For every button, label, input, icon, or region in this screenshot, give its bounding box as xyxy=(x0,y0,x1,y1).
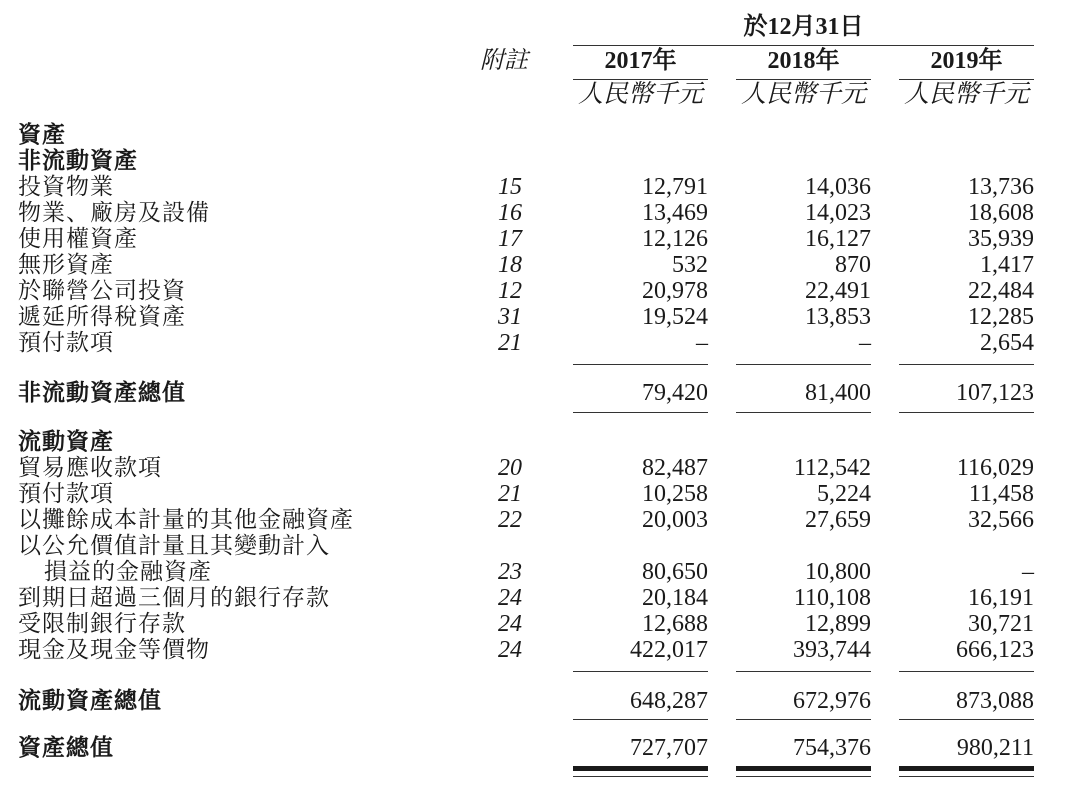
row-note: 31 xyxy=(498,304,522,330)
value-2018: 27,659 xyxy=(805,507,871,533)
value-2018: 110,108 xyxy=(793,585,871,611)
section-title: 資產 xyxy=(18,122,66,148)
row-label-continued: 損益的金融資產 xyxy=(44,559,212,585)
row-note: 16 xyxy=(498,200,522,226)
row-note: 21 xyxy=(498,481,522,507)
value-2018: 10,800 xyxy=(805,559,871,585)
row-note: 17 xyxy=(498,226,522,252)
value-2017: 12,791 xyxy=(642,174,708,200)
section-non-current xyxy=(0,148,1080,174)
value-2019: 22,484 xyxy=(968,278,1034,304)
subtotal-rule-3 xyxy=(899,364,1034,365)
value-2018: 672,976 xyxy=(793,688,871,714)
table-row xyxy=(0,226,1080,252)
row-label: 受限制銀行存款 xyxy=(18,611,186,637)
row-note: 24 xyxy=(498,611,522,637)
unit-label-2019: 人民幣千元 xyxy=(903,81,1029,108)
value-2018: 870 xyxy=(835,252,871,278)
section-assets xyxy=(0,122,1080,148)
value-2017: 727,707 xyxy=(630,735,708,761)
row-label: 以公允價值計量且其變動計入 xyxy=(18,533,330,559)
row-label: 預付款項 xyxy=(18,481,114,507)
value-2019: 30,721 xyxy=(968,611,1034,637)
total-rule-1 xyxy=(573,719,708,720)
value-2019: 666,123 xyxy=(956,637,1034,663)
date-header-rule xyxy=(573,45,1034,46)
unit-label-2017: 人民幣千元 xyxy=(577,81,703,108)
value-2017: 422,017 xyxy=(630,637,708,663)
value-2019: 116,029 xyxy=(956,455,1034,481)
value-2017: 13,469 xyxy=(642,200,708,226)
total-rule-3 xyxy=(899,412,1034,413)
year-2019-header: 2019年 xyxy=(930,48,1003,74)
table-row xyxy=(0,304,1080,330)
subtotal-rule-3 xyxy=(899,671,1034,672)
row-label: 於聯營公司投資 xyxy=(18,278,186,304)
value-2017: 20,003 xyxy=(642,507,708,533)
table-row xyxy=(0,278,1080,304)
table-row xyxy=(0,455,1080,481)
double-rule-thin-3 xyxy=(899,776,1034,777)
value-2019: 11,458 xyxy=(968,481,1034,507)
section-title: 流動資產 xyxy=(18,429,114,455)
value-2017: 10,258 xyxy=(642,481,708,507)
double-rule-thin-1 xyxy=(573,776,708,777)
non-current-total-row xyxy=(0,380,1080,406)
value-2017: 79,420 xyxy=(642,380,708,406)
value-2018: 12,899 xyxy=(805,611,871,637)
value-2019: – xyxy=(1022,559,1034,585)
table-row xyxy=(0,330,1080,356)
row-label: 到期日超過三個月的銀行存款 xyxy=(18,585,330,611)
value-2019: 32,566 xyxy=(968,507,1034,533)
value-2017: 19,524 xyxy=(642,304,708,330)
row-note: 23 xyxy=(498,559,522,585)
double-rule-thin-2 xyxy=(736,776,871,777)
assets-total-row xyxy=(0,735,1080,761)
subtotal-rule-2 xyxy=(736,364,871,365)
table-row xyxy=(0,585,1080,611)
note-column-header: 附註 xyxy=(480,48,528,74)
row-label: 物業、廠房及設備 xyxy=(18,200,210,226)
row-label: 投資物業 xyxy=(18,174,114,200)
row-note: 24 xyxy=(498,637,522,663)
value-2017: 12,126 xyxy=(642,226,708,252)
value-2019: 873,088 xyxy=(956,688,1034,714)
table-row xyxy=(0,611,1080,637)
row-label: 無形資產 xyxy=(18,252,114,278)
row-note: 24 xyxy=(498,585,522,611)
section-current xyxy=(0,429,1080,455)
row-label: 遞延所得稅資產 xyxy=(18,304,186,330)
table-row xyxy=(0,252,1080,278)
value-2018: 14,036 xyxy=(805,174,871,200)
double-rule-thick-3 xyxy=(899,766,1034,771)
table-row xyxy=(0,200,1080,226)
date-header: 於12月31日 xyxy=(743,14,864,40)
table-row xyxy=(0,559,1080,585)
double-rule-thick-2 xyxy=(736,766,871,771)
row-label: 貿易應收款項 xyxy=(18,455,162,481)
value-2017: 80,650 xyxy=(642,559,708,585)
row-note: 20 xyxy=(498,455,522,481)
value-2017: 648,287 xyxy=(630,688,708,714)
value-2018: 14,023 xyxy=(805,200,871,226)
value-2018: – xyxy=(859,330,871,356)
row-note: 15 xyxy=(498,174,522,200)
total-rule-3 xyxy=(899,719,1034,720)
value-2017: 12,688 xyxy=(642,611,708,637)
value-2019: 107,123 xyxy=(956,380,1034,406)
value-2018: 393,744 xyxy=(793,637,871,663)
row-label: 使用權資產 xyxy=(18,226,138,252)
value-2017: 82,487 xyxy=(642,455,708,481)
value-2018: 81,400 xyxy=(805,380,871,406)
value-2019: 13,736 xyxy=(968,174,1034,200)
table-row xyxy=(0,481,1080,507)
year-2017-header: 2017年 xyxy=(604,48,677,74)
value-2019: 12,285 xyxy=(968,304,1034,330)
value-2019: 35,939 xyxy=(968,226,1034,252)
value-2017: – xyxy=(696,330,708,356)
row-label: 現金及現金等價物 xyxy=(18,637,210,663)
subtotal-rule-1 xyxy=(573,671,708,672)
value-2018: 5,224 xyxy=(817,481,871,507)
current-total-row xyxy=(0,688,1080,714)
subtotal-rule-2 xyxy=(736,671,871,672)
row-note: 12 xyxy=(498,278,522,304)
total-rule-1 xyxy=(573,412,708,413)
value-2017: 20,978 xyxy=(642,278,708,304)
unit-label-2018: 人民幣千元 xyxy=(740,81,866,108)
row-label: 預付款項 xyxy=(18,330,114,356)
row-note: 21 xyxy=(498,330,522,356)
value-2018: 16,127 xyxy=(805,226,871,252)
value-2018: 754,376 xyxy=(793,735,871,761)
value-2019: 18,608 xyxy=(968,200,1034,226)
value-2018: 13,853 xyxy=(805,304,871,330)
row-label: 流動資產總值 xyxy=(18,688,162,714)
row-label: 非流動資產總值 xyxy=(18,380,186,406)
section-title: 非流動資產 xyxy=(18,148,138,174)
value-2017: 532 xyxy=(672,252,708,278)
table-row-label-line xyxy=(0,533,1080,559)
row-label: 以攤餘成本計量的其他金融資產 xyxy=(18,507,354,533)
table-row xyxy=(0,174,1080,200)
double-rule-thick-1 xyxy=(573,766,708,771)
value-2019: 16,191 xyxy=(968,585,1034,611)
subtotal-rule-1 xyxy=(573,364,708,365)
row-note: 22 xyxy=(498,507,522,533)
row-label: 資產總值 xyxy=(18,735,114,761)
total-rule-2 xyxy=(736,719,871,720)
value-2018: 22,491 xyxy=(805,278,871,304)
table-row xyxy=(0,637,1080,663)
value-2017: 20,184 xyxy=(642,585,708,611)
row-note: 18 xyxy=(498,252,522,278)
value-2018: 112,542 xyxy=(793,455,871,481)
value-2019: 1,417 xyxy=(980,252,1034,278)
value-2019: 2,654 xyxy=(980,330,1034,356)
value-2019: 980,211 xyxy=(956,735,1034,761)
table-row xyxy=(0,507,1080,533)
total-rule-2 xyxy=(736,412,871,413)
year-2018-header: 2018年 xyxy=(767,48,840,74)
